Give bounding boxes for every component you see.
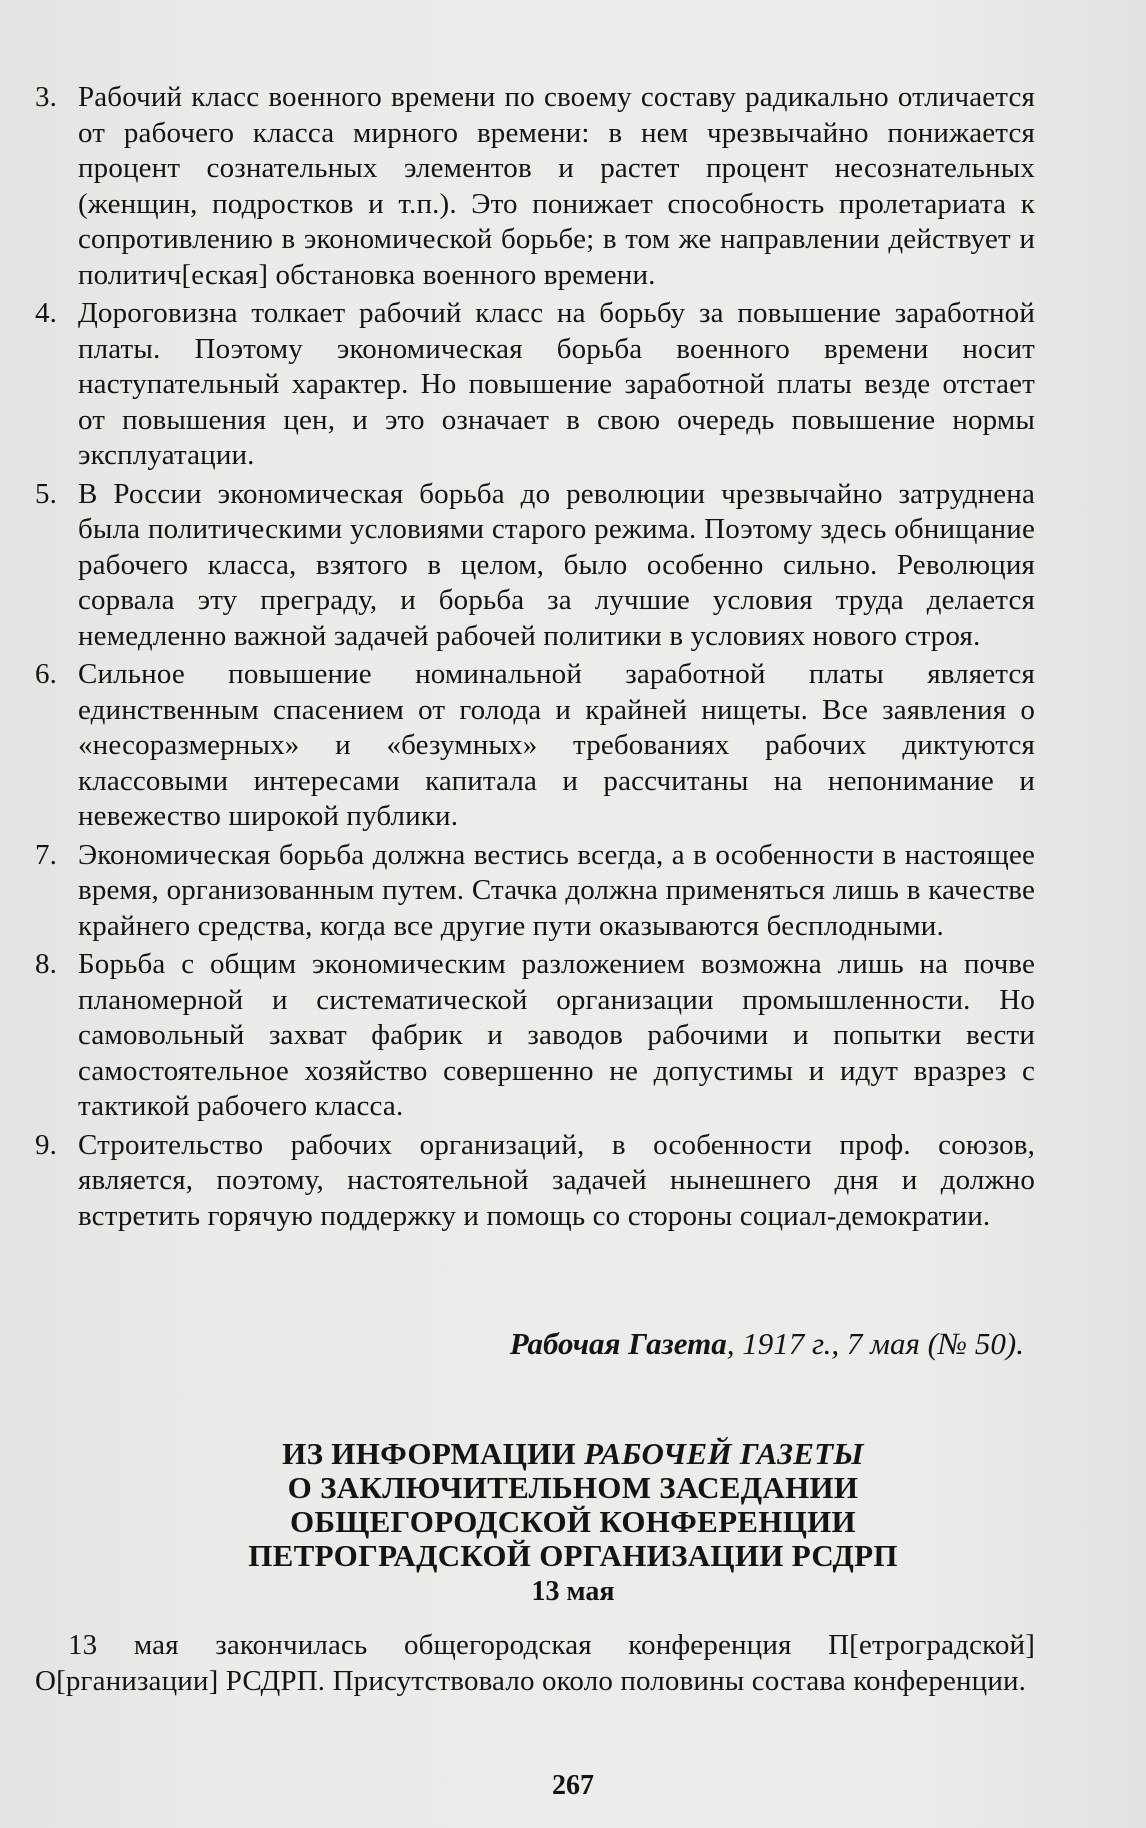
item-text: Дороговизна толкает рабочий класс на борьбу за повышение заработной платы. Поэтому экономическая борьба военного времени носит наступательный характер. Но повышение заработной платы везде отстает от повышения цен, и это означает в свою очередь повышение нормы эксплуатации. bbox=[78, 297, 1035, 471]
heading-line-2: О ЗАКЛЮЧИТЕЛЬНОМ ЗАСЕДАНИИ bbox=[287, 1470, 859, 1505]
item-number: 4. bbox=[35, 297, 58, 329]
item-text: В России экономическая борьба до революции чрезвычайно затруднена была политическими условиями старого режима. Поэтому здесь обнищание рабочего класса, взятого в целом, было особенно сильно. Революция сорвала эту преграду, и борьба за лучшие условия труда делается немедленно важной задачей рабочей политики в условиях нового строя. bbox=[78, 477, 1035, 652]
body-paragraph: 13 мая закончилась общегородская конференция П[етроградской] О[рганизации] РСДРП. Присутствовало около половины состава конференции. bbox=[35, 1629, 1035, 1697]
page-number: 267 bbox=[552, 1770, 594, 1801]
heading-paper: РАБОЧЕЙ ГАЗЕТЫ bbox=[584, 1436, 864, 1471]
list-item bbox=[35, 838, 1035, 945]
list-item bbox=[35, 1128, 1035, 1235]
source-paper: Рабочая Газета bbox=[509, 1326, 727, 1361]
source-citation bbox=[510, 1324, 1024, 1364]
item-number: 5. bbox=[35, 477, 58, 510]
item-text: Сильное повышение номинальной заработной платы является единственным спасением от голода и крайней нищеты. Все заявления о «несоразмерных» и «безумных» требованиях рабочих диктуются классовыми интересами капитала и рассчитаны на непонимание и невежество широкой публики. bbox=[78, 658, 1035, 832]
item-text: Борьба с общим экономическим разложением возможна лишь на почве планомерной и систематической организации промышленности. Но самовольный захват фабрик и заводов рабочими и попытки вести самостоятельное хозяйство совершенно не допустимы и идут вразрез с тактикой рабочего класса. bbox=[78, 948, 1035, 1122]
list-item bbox=[35, 477, 1035, 655]
source-details: , 1917 г., 7 мая (№ 50). bbox=[726, 1326, 1024, 1361]
heading-prefix: ИЗ ИНФОРМАЦИИ bbox=[282, 1436, 585, 1471]
item-number: 8. bbox=[35, 948, 58, 980]
list-item bbox=[35, 80, 1035, 293]
item-number: 9. bbox=[35, 1128, 58, 1161]
heading-line-1 bbox=[0, 1437, 1146, 1471]
list-item bbox=[35, 947, 1035, 1125]
heading-line-3: ОБЩЕГОРОДСКОЙ КОНФЕРЕНЦИИ bbox=[290, 1504, 856, 1539]
theses-list bbox=[35, 80, 1035, 1237]
item-text: Экономическая борьба должна вестись всегда, а в особенности в настоящее время, организованным путем. Стачка должна применяться лишь в качестве крайнего средства, когда все другие пути оказываются бесплодными. bbox=[78, 838, 1035, 942]
list-item bbox=[35, 657, 1035, 835]
item-number: 3. bbox=[35, 81, 58, 113]
section-heading bbox=[0, 1437, 1146, 1573]
item-text: Строительство рабочих организаций, в особенности проф. союзов, является, поэтому, настоятельной задачей нынешнего дня и должно встретить горячую поддержку и помощь со стороны социал-демократии. bbox=[78, 1128, 1035, 1232]
item-number: 7. bbox=[35, 838, 58, 871]
item-number: 6. bbox=[35, 658, 58, 690]
list-item bbox=[35, 296, 1035, 474]
section-date: 13 мая bbox=[531, 1576, 615, 1607]
heading-line-4: ПЕТРОГРАДСКОЙ ОРГАНИЗАЦИИ РСДРП bbox=[248, 1538, 898, 1573]
item-text: Рабочий класс военного времени по своему составу радикально отличается от рабочего класса мирного времени: в нем чрезвычайно понижается процент сознательных элементов и растет процент несознательных (женщин, подростков и т.п.). Это понижает способность пролетариата к сопротивлению в экономической борьбе; в том же направлении действует и политич[еская] обстановка военного времени. bbox=[78, 81, 1035, 291]
